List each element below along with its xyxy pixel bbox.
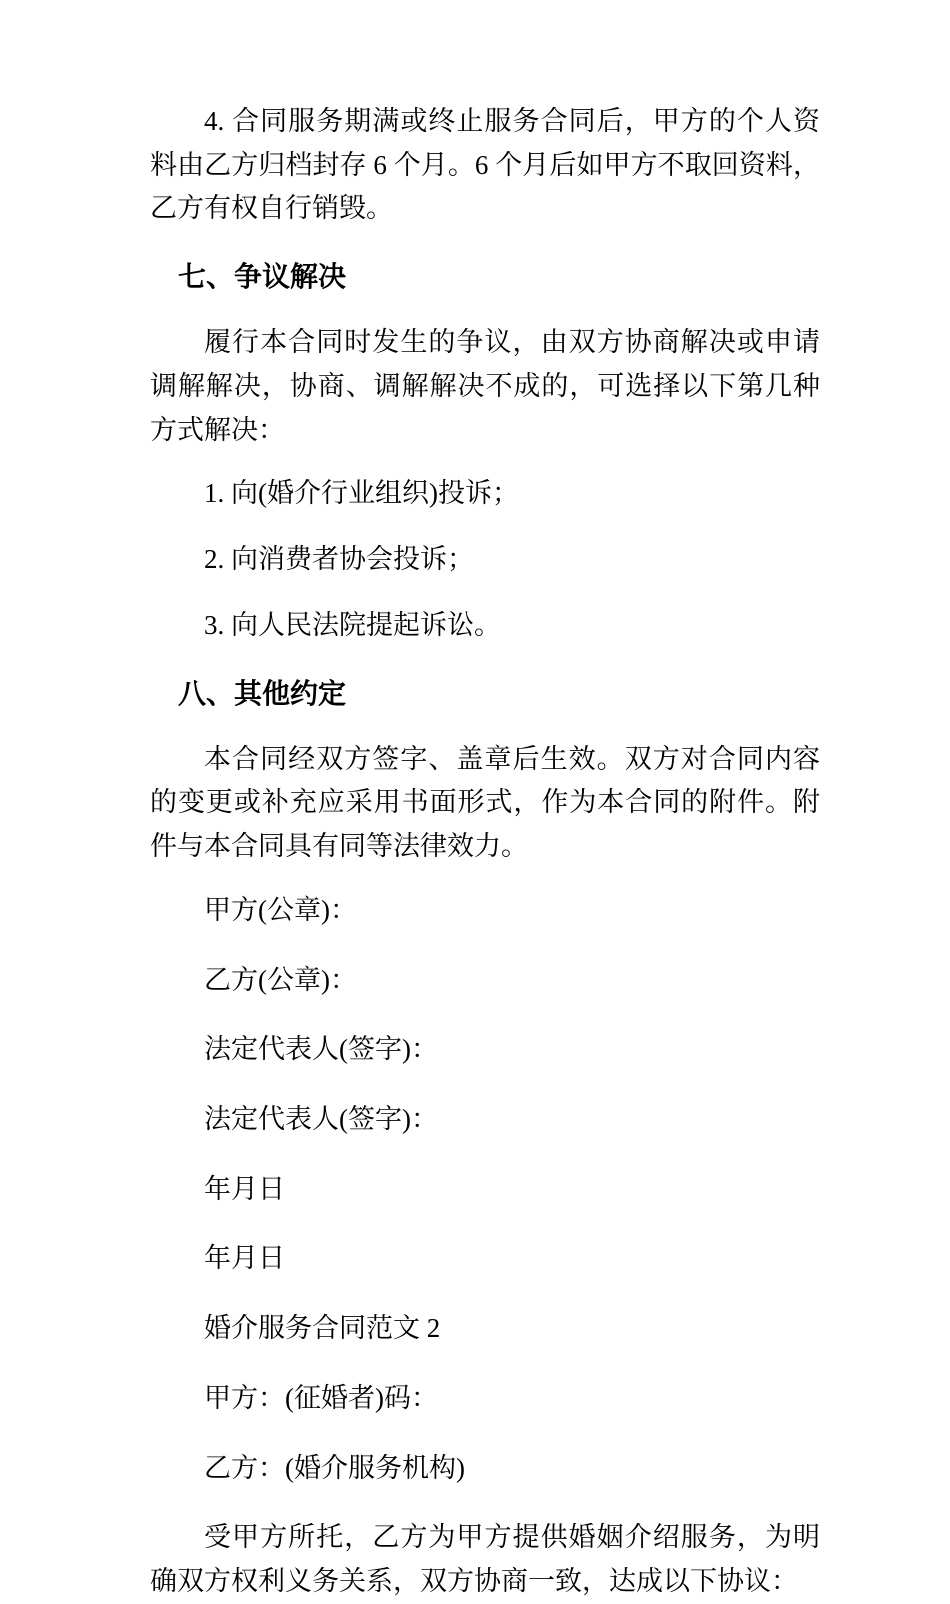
clause-4-archive: 4. 合同服务期满或终止服务合同后，甲方的个人资料由乙方归档封存 6 个月。6 个月后如甲方不取回资料，乙方有权自行销毁。 (150, 106, 820, 224)
dispute-option-1: 1. 向(婚介行业组织)投诉； (204, 478, 519, 509)
other-terms-text: 本合同经双方签字、盖章后生效。双方对合同内容的变更或补充应采用书面形式，作为本合同的附件。附件与本合同具有同等法律效力。 (150, 743, 820, 862)
signature-party-a-seal: 甲方(公章)： (204, 894, 357, 925)
signature-date-a: 年月日 (204, 1173, 285, 1204)
signature-legal-rep-b: 法定代表人(签字)： (204, 1104, 438, 1135)
party-a-line: 甲方：(征婚者)码： (204, 1382, 438, 1413)
dispute-option-2: 2. 向消费者协会投诉； (204, 544, 474, 575)
sample-contract-title-2: 婚介服务合同范文 2 (204, 1313, 441, 1344)
document-body (150, 100, 820, 1604)
agreement-preamble: 受甲方所托，乙方为甲方提供婚姻介绍服务，为明确双方权利义务关系，双方协商一致，达成以下协议： (150, 1522, 820, 1597)
dispute-option-3: 3. 向人民法院提起诉讼。 (204, 609, 501, 640)
signature-party-b-seal: 乙方(公章)： (204, 964, 357, 995)
signature-legal-rep-a: 法定代表人(签字)： (204, 1034, 438, 1065)
section-seven-heading: 七、争议解决 (178, 262, 347, 294)
section-eight-heading: 八、其他约定 (178, 678, 347, 710)
party-b-line: 乙方：(婚介服务机构) (204, 1452, 465, 1483)
dispute-resolution-intro: 履行本合同时发生的争议，由双方协商解决或申请调解解决，协商、调解解决不成的，可选择以下第几种方式解决： (150, 327, 820, 445)
signature-date-b: 年月日 (204, 1243, 285, 1274)
